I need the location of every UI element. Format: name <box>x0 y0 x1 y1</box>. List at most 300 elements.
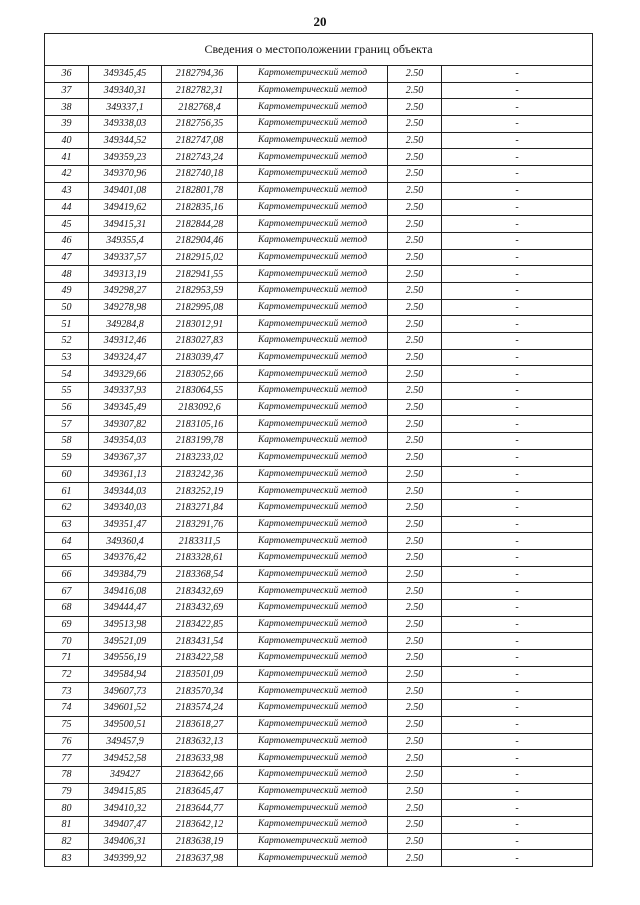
table-row <box>45 549 593 566</box>
x-coordinate-cell: 349329,66 <box>89 366 162 383</box>
y-coordinate-cell: 2182743,24 <box>162 149 238 166</box>
method-cell: Картометрический метод <box>238 466 388 483</box>
table-row <box>45 600 593 617</box>
x-coordinate-cell: 349337,1 <box>89 99 162 116</box>
method-cell: Картометрический метод <box>238 850 388 867</box>
y-coordinate-cell: 2182844,28 <box>162 216 238 233</box>
y-coordinate-cell: 2183422,85 <box>162 616 238 633</box>
accuracy-cell: 2.50 <box>388 333 442 350</box>
method-cell: Картометрический метод <box>238 716 388 733</box>
y-coordinate-cell: 2182768,4 <box>162 99 238 116</box>
description-cell: - <box>442 516 593 533</box>
accuracy-cell: 2.50 <box>388 399 442 416</box>
method-cell: Картометрический метод <box>238 633 388 650</box>
description-cell: - <box>442 650 593 667</box>
y-coordinate-cell: 2182740,18 <box>162 166 238 183</box>
point-number-cell: 80 <box>45 800 89 817</box>
table-row <box>45 266 593 283</box>
point-number-cell: 56 <box>45 399 89 416</box>
x-coordinate-cell: 349444,47 <box>89 600 162 617</box>
method-cell: Картометрический метод <box>238 349 388 366</box>
accuracy-cell: 2.50 <box>388 850 442 867</box>
method-cell: Картометрический метод <box>238 216 388 233</box>
method-cell: Картометрический метод <box>238 533 388 550</box>
x-coordinate-cell: 349344,52 <box>89 132 162 149</box>
description-cell: - <box>442 316 593 333</box>
y-coordinate-cell: 2183501,09 <box>162 666 238 683</box>
point-number-cell: 48 <box>45 266 89 283</box>
method-cell: Картометрический метод <box>238 666 388 683</box>
description-cell: - <box>442 750 593 767</box>
description-cell: - <box>442 216 593 233</box>
y-coordinate-cell: 2183633,98 <box>162 750 238 767</box>
method-cell: Картометрический метод <box>238 266 388 283</box>
table-row <box>45 182 593 199</box>
method-cell: Картометрический метод <box>238 166 388 183</box>
table-row <box>45 333 593 350</box>
accuracy-cell: 2.50 <box>388 666 442 683</box>
method-cell: Картометрический метод <box>238 232 388 249</box>
method-cell: Картометрический метод <box>238 566 388 583</box>
method-cell: Картометрический метод <box>238 333 388 350</box>
description-cell: - <box>442 349 593 366</box>
point-number-cell: 45 <box>45 216 89 233</box>
table-row <box>45 533 593 550</box>
point-number-cell: 51 <box>45 316 89 333</box>
y-coordinate-cell: 2182995,08 <box>162 299 238 316</box>
x-coordinate-cell: 349399,92 <box>89 850 162 867</box>
accuracy-cell: 2.50 <box>388 299 442 316</box>
description-cell: - <box>442 66 593 83</box>
page-number: 20 <box>313 14 327 29</box>
x-coordinate-cell: 349601,52 <box>89 700 162 717</box>
point-number-cell: 54 <box>45 366 89 383</box>
accuracy-cell: 2.50 <box>388 583 442 600</box>
description-cell: - <box>442 232 593 249</box>
y-coordinate-cell: 2183012,91 <box>162 316 238 333</box>
accuracy-cell: 2.50 <box>388 116 442 133</box>
point-number-cell: 73 <box>45 683 89 700</box>
point-number-cell: 70 <box>45 633 89 650</box>
table-row <box>45 433 593 450</box>
method-cell: Картометрический метод <box>238 149 388 166</box>
y-coordinate-cell: 2183574,24 <box>162 700 238 717</box>
point-number-cell: 76 <box>45 733 89 750</box>
method-cell: Картометрический метод <box>238 516 388 533</box>
y-coordinate-cell: 2183645,47 <box>162 783 238 800</box>
description-cell: - <box>442 416 593 433</box>
x-coordinate-cell: 349452,58 <box>89 750 162 767</box>
y-coordinate-cell: 2182904,46 <box>162 232 238 249</box>
table-row <box>45 666 593 683</box>
point-number-cell: 55 <box>45 383 89 400</box>
y-coordinate-cell: 2183632,13 <box>162 733 238 750</box>
point-number-cell: 79 <box>45 783 89 800</box>
y-coordinate-cell: 2183368,54 <box>162 566 238 583</box>
description-cell: - <box>442 199 593 216</box>
point-number-cell: 40 <box>45 132 89 149</box>
description-cell: - <box>442 499 593 516</box>
description-cell: - <box>442 182 593 199</box>
description-cell: - <box>442 266 593 283</box>
point-number-cell: 74 <box>45 700 89 717</box>
point-number-cell: 39 <box>45 116 89 133</box>
y-coordinate-cell: 2182835,16 <box>162 199 238 216</box>
point-number-cell: 75 <box>45 716 89 733</box>
method-cell: Картометрический метод <box>238 650 388 667</box>
y-coordinate-cell: 2183618,27 <box>162 716 238 733</box>
accuracy-cell: 2.50 <box>388 433 442 450</box>
table-row <box>45 616 593 633</box>
description-cell: - <box>442 666 593 683</box>
method-cell: Картометрический метод <box>238 366 388 383</box>
x-coordinate-cell: 349584,94 <box>89 666 162 683</box>
point-number-cell: 52 <box>45 333 89 350</box>
y-coordinate-cell: 2182756,35 <box>162 116 238 133</box>
accuracy-cell: 2.50 <box>388 833 442 850</box>
method-cell: Картометрический метод <box>238 116 388 133</box>
accuracy-cell: 2.50 <box>388 166 442 183</box>
y-coordinate-cell: 2183052,66 <box>162 366 238 383</box>
x-coordinate-cell: 349361,13 <box>89 466 162 483</box>
point-number-cell: 72 <box>45 666 89 683</box>
accuracy-cell: 2.50 <box>388 466 442 483</box>
x-coordinate-cell: 349340,31 <box>89 82 162 99</box>
table-row <box>45 99 593 116</box>
description-cell: - <box>442 333 593 350</box>
table-row <box>45 700 593 717</box>
point-number-cell: 53 <box>45 349 89 366</box>
x-coordinate-cell: 349513,98 <box>89 616 162 633</box>
accuracy-cell: 2.50 <box>388 132 442 149</box>
method-cell: Картометрический метод <box>238 683 388 700</box>
description-cell: - <box>442 82 593 99</box>
description-cell: - <box>442 466 593 483</box>
x-coordinate-cell: 349340,03 <box>89 499 162 516</box>
point-number-cell: 37 <box>45 82 89 99</box>
description-cell: - <box>442 833 593 850</box>
x-coordinate-cell: 349607,73 <box>89 683 162 700</box>
description-cell: - <box>442 583 593 600</box>
table-row <box>45 299 593 316</box>
table-row <box>45 483 593 500</box>
table-row <box>45 449 593 466</box>
table-row <box>45 800 593 817</box>
description-cell: - <box>442 449 593 466</box>
table-row <box>45 116 593 133</box>
method-cell: Картометрический метод <box>238 766 388 783</box>
x-coordinate-cell: 349401,08 <box>89 182 162 199</box>
accuracy-cell: 2.50 <box>388 549 442 566</box>
point-number-cell: 60 <box>45 466 89 483</box>
method-cell: Картометрический метод <box>238 483 388 500</box>
table-row <box>45 816 593 833</box>
method-cell: Картометрический метод <box>238 383 388 400</box>
x-coordinate-cell: 349500,51 <box>89 716 162 733</box>
x-coordinate-cell: 349376,42 <box>89 549 162 566</box>
y-coordinate-cell: 2183422,58 <box>162 650 238 667</box>
point-number-cell: 62 <box>45 499 89 516</box>
x-coordinate-cell: 349384,79 <box>89 566 162 583</box>
method-cell: Картометрический метод <box>238 800 388 817</box>
method-cell: Картометрический метод <box>238 783 388 800</box>
point-number-cell: 49 <box>45 282 89 299</box>
x-coordinate-cell: 349298,27 <box>89 282 162 299</box>
method-cell: Картометрический метод <box>238 583 388 600</box>
accuracy-cell: 2.50 <box>388 733 442 750</box>
accuracy-cell: 2.50 <box>388 566 442 583</box>
table-row <box>45 499 593 516</box>
description-cell: - <box>442 633 593 650</box>
section-title: Сведения о местоположении границ объекта <box>45 34 593 66</box>
point-number-cell: 42 <box>45 166 89 183</box>
y-coordinate-cell: 2183092,6 <box>162 399 238 416</box>
accuracy-cell: 2.50 <box>388 516 442 533</box>
method-cell: Картометрический метод <box>238 816 388 833</box>
point-number-cell: 47 <box>45 249 89 266</box>
method-cell: Картометрический метод <box>238 82 388 99</box>
accuracy-cell: 2.50 <box>388 683 442 700</box>
table-title-row <box>45 34 593 66</box>
accuracy-cell: 2.50 <box>388 600 442 617</box>
description-cell: - <box>442 282 593 299</box>
accuracy-cell: 2.50 <box>388 82 442 99</box>
accuracy-cell: 2.50 <box>388 416 442 433</box>
method-cell: Картометрический метод <box>238 600 388 617</box>
description-cell: - <box>442 600 593 617</box>
table-row <box>45 416 593 433</box>
table-row <box>45 216 593 233</box>
y-coordinate-cell: 2183027,83 <box>162 333 238 350</box>
x-coordinate-cell: 349307,82 <box>89 416 162 433</box>
x-coordinate-cell: 349415,85 <box>89 783 162 800</box>
point-number-cell: 64 <box>45 533 89 550</box>
table-row <box>45 716 593 733</box>
point-number-cell: 69 <box>45 616 89 633</box>
x-coordinate-cell: 349406,31 <box>89 833 162 850</box>
y-coordinate-cell: 2182801,78 <box>162 182 238 199</box>
description-cell: - <box>442 299 593 316</box>
description-cell: - <box>442 249 593 266</box>
table-row <box>45 766 593 783</box>
description-cell: - <box>442 399 593 416</box>
table-row <box>45 850 593 867</box>
table-row <box>45 282 593 299</box>
description-cell: - <box>442 533 593 550</box>
y-coordinate-cell: 2183271,84 <box>162 499 238 516</box>
method-cell: Картометрический метод <box>238 399 388 416</box>
x-coordinate-cell: 349359,23 <box>89 149 162 166</box>
y-coordinate-cell: 2183064,55 <box>162 383 238 400</box>
x-coordinate-cell: 349355,4 <box>89 232 162 249</box>
x-coordinate-cell: 349370,96 <box>89 166 162 183</box>
boundary-coordinates-table <box>44 33 593 867</box>
description-cell: - <box>442 549 593 566</box>
x-coordinate-cell: 349345,45 <box>89 66 162 83</box>
method-cell: Картометрический метод <box>238 132 388 149</box>
description-cell: - <box>442 566 593 583</box>
accuracy-cell: 2.50 <box>388 366 442 383</box>
point-number-cell: 43 <box>45 182 89 199</box>
description-cell: - <box>442 816 593 833</box>
description-cell: - <box>442 783 593 800</box>
method-cell: Картометрический метод <box>238 549 388 566</box>
y-coordinate-cell: 2183105,16 <box>162 416 238 433</box>
accuracy-cell: 2.50 <box>388 750 442 767</box>
point-number-cell: 83 <box>45 850 89 867</box>
accuracy-cell: 2.50 <box>388 483 442 500</box>
point-number-cell: 71 <box>45 650 89 667</box>
table-row <box>45 466 593 483</box>
point-number-cell: 46 <box>45 232 89 249</box>
x-coordinate-cell: 349556,19 <box>89 650 162 667</box>
table-row <box>45 366 593 383</box>
x-coordinate-cell: 349367,37 <box>89 449 162 466</box>
point-number-cell: 57 <box>45 416 89 433</box>
table-row <box>45 316 593 333</box>
x-coordinate-cell: 349324,47 <box>89 349 162 366</box>
x-coordinate-cell: 349284,8 <box>89 316 162 333</box>
x-coordinate-cell: 349344,03 <box>89 483 162 500</box>
description-cell: - <box>442 616 593 633</box>
point-number-cell: 41 <box>45 149 89 166</box>
point-number-cell: 68 <box>45 600 89 617</box>
y-coordinate-cell: 2183431,54 <box>162 633 238 650</box>
y-coordinate-cell: 2183638,19 <box>162 833 238 850</box>
accuracy-cell: 2.50 <box>388 349 442 366</box>
method-cell: Картометрический метод <box>238 316 388 333</box>
point-number-cell: 59 <box>45 449 89 466</box>
description-cell: - <box>442 483 593 500</box>
x-coordinate-cell: 349338,03 <box>89 116 162 133</box>
accuracy-cell: 2.50 <box>388 232 442 249</box>
x-coordinate-cell: 349415,31 <box>89 216 162 233</box>
y-coordinate-cell: 2182747,08 <box>162 132 238 149</box>
x-coordinate-cell: 349521,09 <box>89 633 162 650</box>
description-cell: - <box>442 99 593 116</box>
method-cell: Картометрический метод <box>238 433 388 450</box>
description-cell: - <box>442 149 593 166</box>
y-coordinate-cell: 2183233,02 <box>162 449 238 466</box>
y-coordinate-cell: 2182915,02 <box>162 249 238 266</box>
point-number-cell: 81 <box>45 816 89 833</box>
description-cell: - <box>442 166 593 183</box>
x-coordinate-cell: 349407,47 <box>89 816 162 833</box>
point-number-cell: 36 <box>45 66 89 83</box>
x-coordinate-cell: 349419,62 <box>89 199 162 216</box>
point-number-cell: 58 <box>45 433 89 450</box>
table-row <box>45 132 593 149</box>
point-number-cell: 50 <box>45 299 89 316</box>
accuracy-cell: 2.50 <box>388 99 442 116</box>
table-row <box>45 633 593 650</box>
y-coordinate-cell: 2183432,69 <box>162 600 238 617</box>
boundary-table-container <box>44 33 592 867</box>
table-row <box>45 516 593 533</box>
accuracy-cell: 2.50 <box>388 650 442 667</box>
accuracy-cell: 2.50 <box>388 216 442 233</box>
point-number-cell: 65 <box>45 549 89 566</box>
method-cell: Картометрический метод <box>238 750 388 767</box>
table-row <box>45 566 593 583</box>
x-coordinate-cell: 349337,93 <box>89 383 162 400</box>
y-coordinate-cell: 2183570,34 <box>162 683 238 700</box>
table-row <box>45 199 593 216</box>
table-row <box>45 82 593 99</box>
table-row <box>45 783 593 800</box>
method-cell: Картометрический метод <box>238 299 388 316</box>
method-cell: Картометрический метод <box>238 499 388 516</box>
y-coordinate-cell: 2183432,69 <box>162 583 238 600</box>
y-coordinate-cell: 2183642,66 <box>162 766 238 783</box>
description-cell: - <box>442 800 593 817</box>
method-cell: Картометрический метод <box>238 733 388 750</box>
table-row <box>45 833 593 850</box>
accuracy-cell: 2.50 <box>388 816 442 833</box>
accuracy-cell: 2.50 <box>388 616 442 633</box>
x-coordinate-cell: 349351,47 <box>89 516 162 533</box>
description-cell: - <box>442 850 593 867</box>
accuracy-cell: 2.50 <box>388 199 442 216</box>
y-coordinate-cell: 2183242,36 <box>162 466 238 483</box>
table-row <box>45 733 593 750</box>
description-cell: - <box>442 683 593 700</box>
description-cell: - <box>442 716 593 733</box>
y-coordinate-cell: 2183252,19 <box>162 483 238 500</box>
table-row <box>45 166 593 183</box>
point-number-cell: 63 <box>45 516 89 533</box>
method-cell: Картометрический метод <box>238 282 388 299</box>
accuracy-cell: 2.50 <box>388 449 442 466</box>
method-cell: Картометрический метод <box>238 182 388 199</box>
description-cell: - <box>442 366 593 383</box>
point-number-cell: 77 <box>45 750 89 767</box>
accuracy-cell: 2.50 <box>388 499 442 516</box>
point-number-cell: 78 <box>45 766 89 783</box>
accuracy-cell: 2.50 <box>388 383 442 400</box>
y-coordinate-cell: 2183039,47 <box>162 349 238 366</box>
accuracy-cell: 2.50 <box>388 266 442 283</box>
table-row <box>45 650 593 667</box>
accuracy-cell: 2.50 <box>388 783 442 800</box>
y-coordinate-cell: 2182782,31 <box>162 82 238 99</box>
table-row <box>45 349 593 366</box>
x-coordinate-cell: 349360,4 <box>89 533 162 550</box>
point-number-cell: 61 <box>45 483 89 500</box>
y-coordinate-cell: 2182941,55 <box>162 266 238 283</box>
table-row <box>45 383 593 400</box>
point-number-cell: 44 <box>45 199 89 216</box>
y-coordinate-cell: 2182794,36 <box>162 66 238 83</box>
point-number-cell: 82 <box>45 833 89 850</box>
table-row <box>45 149 593 166</box>
x-coordinate-cell: 349337,57 <box>89 249 162 266</box>
x-coordinate-cell: 349427 <box>89 766 162 783</box>
table-row <box>45 249 593 266</box>
y-coordinate-cell: 2183328,61 <box>162 549 238 566</box>
description-cell: - <box>442 383 593 400</box>
y-coordinate-cell: 2182953,59 <box>162 282 238 299</box>
description-cell: - <box>442 733 593 750</box>
y-coordinate-cell: 2183637,98 <box>162 850 238 867</box>
x-coordinate-cell: 349345,49 <box>89 399 162 416</box>
x-coordinate-cell: 349410,32 <box>89 800 162 817</box>
description-cell: - <box>442 116 593 133</box>
table-row <box>45 583 593 600</box>
table-row <box>45 683 593 700</box>
method-cell: Картометрический метод <box>238 99 388 116</box>
accuracy-cell: 2.50 <box>388 249 442 266</box>
